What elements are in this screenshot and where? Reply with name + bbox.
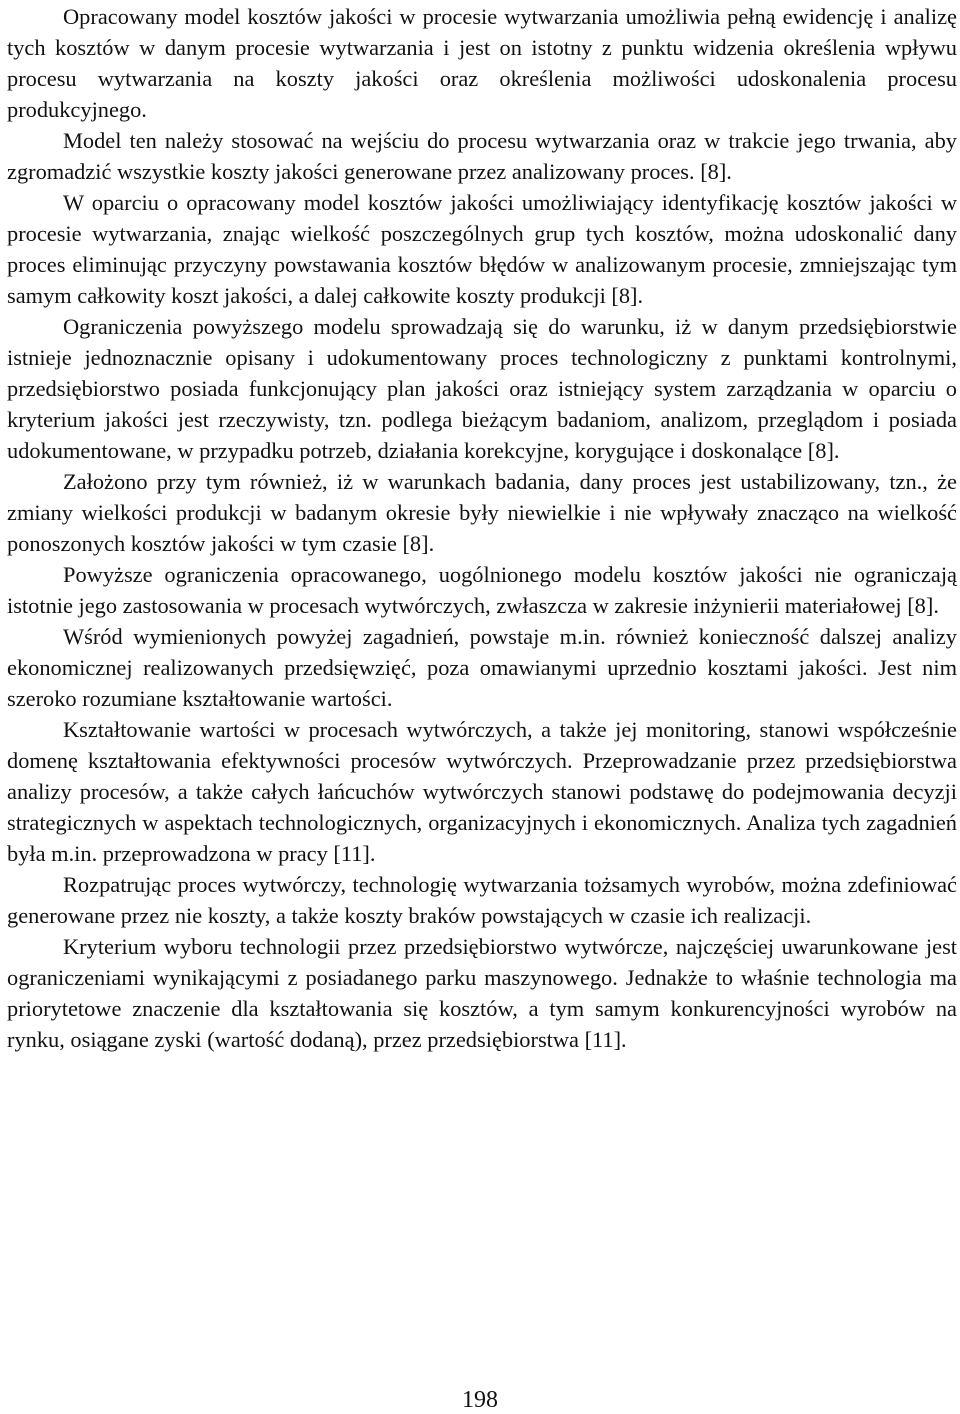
paragraph-9: Rozpatrując proces wytwórczy, technologię wytwarzania tożsamych wyrobów, można zdefiniować generowane przez nie koszty, a także koszty braków powstających w czasie ich realizacji. <box>7 872 957 928</box>
paragraph-7: Wśród wymienionych powyżej zagadnień, powstaje m.in. również konieczność dalszej analizy ekonomicznej realizowanych przedsięwzięć, poza omawianymi uprzednio kosztami jakości. Jest nim szeroko rozumiane kształtowanie wartości. <box>7 624 957 711</box>
paragraph-10: Kryterium wyboru technologii przez przedsiębiorstwo wytwórcze, najczęściej uwarunkowane jest ograniczeniami wynikającymi z posiadanego parku maszynowego. Jednakże to właśnie technologia ma priorytetowe znaczenie dla kształtowania się kosztów, a tym samym konkurencyjności wyrobów na rynku, osiągane zyski (wartość dodaną), przez przedsiębiorstwa [11]. <box>7 934 957 1052</box>
paragraph-5: Założono przy tym również, iż w warunkach badania, dany proces jest ustabilizowany, tzn., że zmiany wielkości produkcji w badanym okresie były niewielkie i nie wpływały znacząco na wielkość ponoszonych kosztów jakości w tym czasie [8]. <box>7 469 957 556</box>
paragraph-8: Kształtowanie wartości w procesach wytwórczych, a także jej monitoring, stanowi współcześnie domenę kształtowania efektywności procesów wytwórczych. Przeprowadzanie przez przedsiębiorstwa analizy procesów, a także całych łańcuchów wytwórczych stanowi podstawę do podejmowania decyzji strategicznych w aspektach technologicznych, organizacyjnych i ekonomicznych. Analiza tych zagadnień była m.in. przeprowadzona w pracy [11]. <box>7 717 957 866</box>
paragraph-2: Model ten należy stosować na wejściu do procesu wytwarzania oraz w trakcie jego trwania, aby zgromadzić wszystkie koszty jakości generowane przez analizowany proces. [8]. <box>7 128 957 184</box>
page-number: 198 <box>462 1387 498 1413</box>
paragraph-3: W oparciu o opracowany model kosztów jakości umożliwiający identyfikację kosztów jakości w procesie wytwarzania, znając wielkość poszczególnych grup tych kosztów, można udoskonalić dany proces eliminując przyczyny powstawania kosztów błędów w analizowanym procesie, zmniejszając tym samym całkowity koszt jakości, a dalej całkowite koszty produkcji [8]. <box>7 190 957 308</box>
document-body <box>7 0 957 1055</box>
paragraph-6: Powyższe ograniczenia opracowanego, uogólnionego modelu kosztów jakości nie ograniczają istotnie jego zastosowania w procesach wytwórczych, zwłaszcza w zakresie inżynierii materiałowej [8]. <box>7 562 957 618</box>
paragraph-1: Opracowany model kosztów jakości w procesie wytwarzania umożliwia pełną ewidencję i analizę tych kosztów w danym procesie wytwarzania i jest on istotny z punktu widzenia określenia wpływu procesu wytwarzania na koszty jakości oraz określenia możliwości udoskonalenia procesu produkcyjnego. <box>7 4 957 122</box>
paragraph-4: Ograniczenia powyższego modelu sprowadzają się do warunku, iż w danym przedsiębiorstwie istnieje jednoznacznie opisany i udokumentowany proces technologiczny z punktami kontrolnymi, przedsiębiorstwo posiada funkcjonujący plan jakości oraz istniejący system zarządzania w oparciu o kryterium jakości jest rzeczywisty, tzn. podlega bieżącym badaniom, analizom, przeglądom i posiada udokumentowane, w przypadku potrzeb, działania korekcyjne, korygujące i doskonalące [8]. <box>7 314 957 463</box>
